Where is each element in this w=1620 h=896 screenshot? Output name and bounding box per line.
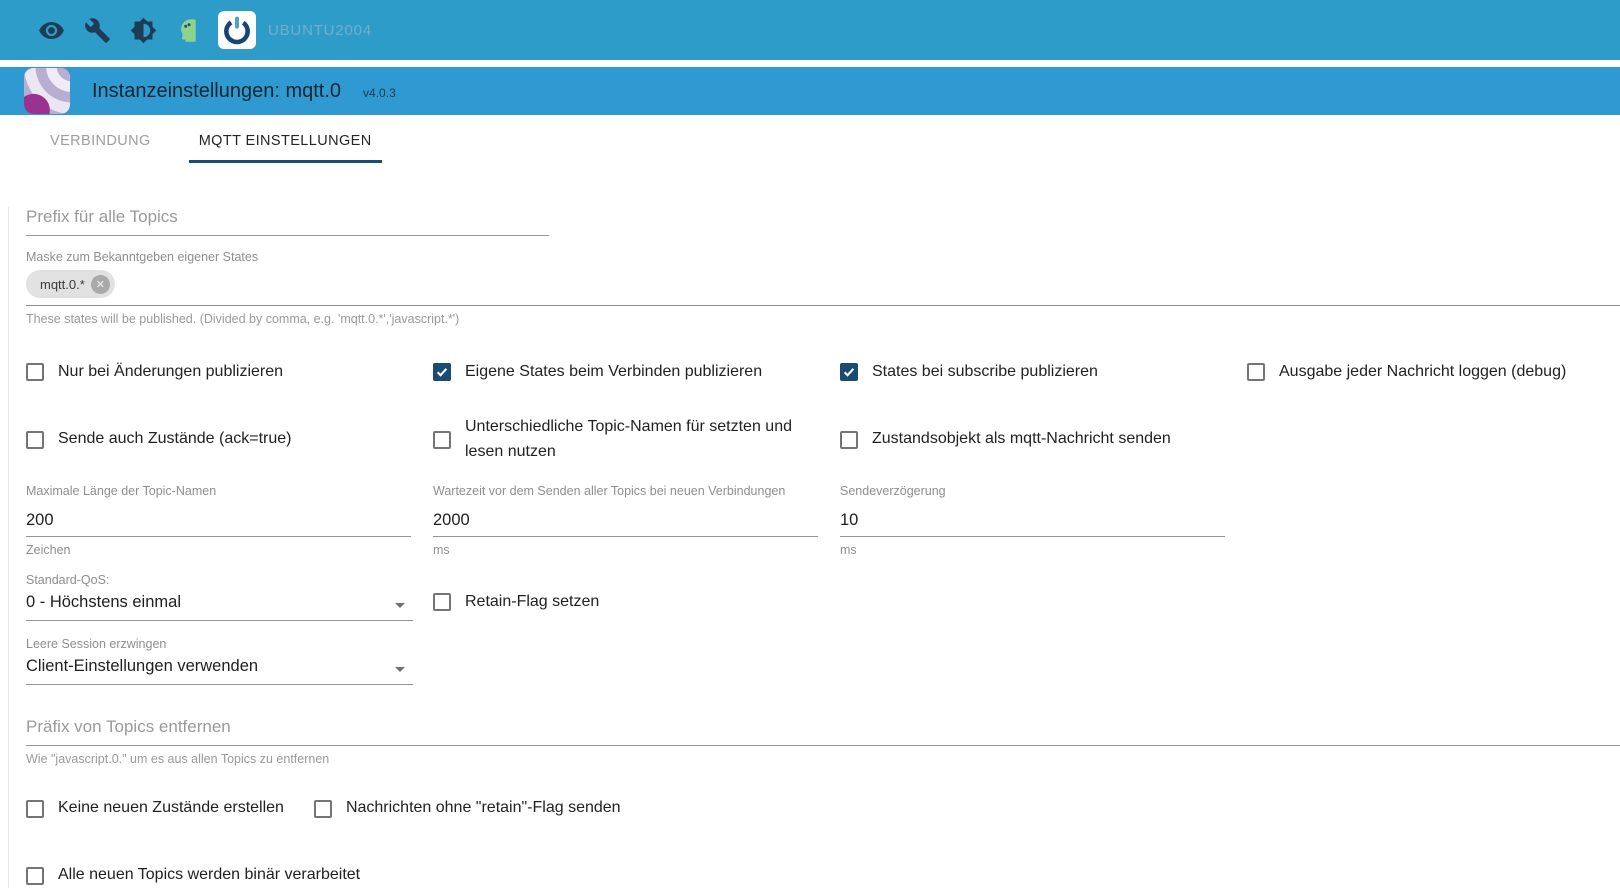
mask-label: Maske zum Bekanntgeben eigener States [26, 250, 259, 264]
qos-select[interactable] [26, 573, 413, 621]
close-icon[interactable]: ✕ [91, 275, 110, 294]
send-delay-input[interactable]: 10 [840, 511, 1225, 537]
checkbox-send-ack[interactable] [26, 415, 433, 465]
checkbox-row-2 [26, 415, 1620, 465]
checkbox-box[interactable] [433, 431, 451, 449]
checkbox-label: Nur bei Änderungen publizieren [58, 363, 284, 380]
head-icon[interactable] [166, 7, 212, 53]
checkbox-box[interactable] [26, 867, 44, 885]
max-topic-length-input[interactable]: 200 [26, 511, 411, 537]
checkbox-box[interactable] [26, 431, 44, 449]
send-interval-field [433, 484, 818, 557]
tab-mqtt-einstellungen[interactable]: MQTT EINSTELLUNGEN [189, 120, 382, 163]
checkbox-label: Keine neuen Zustände erstellen [58, 799, 284, 817]
checkbox-publish-on-change[interactable] [26, 360, 433, 385]
prefix-field [26, 207, 549, 236]
checkbox-publish-own-states[interactable] [433, 360, 840, 385]
field-label: Maximale Länge der Topic-Namen [26, 484, 217, 499]
checkbox-box[interactable] [840, 431, 858, 449]
checkbox-retain-flag[interactable] [433, 590, 840, 615]
divider [0, 60, 1620, 67]
version-badge: v4.0.3 [363, 86, 396, 100]
number-fields-row [26, 484, 1620, 557]
checkbox-binary-topics[interactable] [26, 863, 1620, 888]
checkbox-different-topic-names[interactable] [433, 415, 840, 465]
checkbox-debug-log[interactable] [1247, 360, 1620, 385]
checkbox-box[interactable] [26, 800, 44, 818]
max-topic-length-field [26, 484, 411, 557]
checkbox-label: Ausgabe jeder Nachricht loggen (debug) [1279, 363, 1567, 380]
checkbox-no-retain-flag[interactable] [314, 796, 621, 821]
tab-verbindung[interactable]: VERBINDUNG [50, 133, 151, 149]
send-delay-field [840, 484, 1225, 557]
field-unit: Zeichen [26, 543, 71, 558]
binary-row [26, 863, 1620, 888]
checkbox-box[interactable] [26, 363, 44, 381]
field-label: Sendeverzögerung [840, 484, 946, 499]
wrench-icon[interactable] [74, 7, 120, 53]
browser-toolbar [0, 0, 1620, 60]
send-interval-input[interactable]: 2000 [433, 511, 818, 537]
prefix-input[interactable]: Prefix für alle Topics [26, 207, 549, 236]
field-unit: ms [433, 543, 450, 558]
iobroker-logo[interactable] [218, 11, 256, 49]
checkbox-box[interactable] [1247, 363, 1265, 381]
qos-row [26, 573, 1620, 621]
checkbox-box[interactable] [840, 363, 858, 381]
eye-icon[interactable] [28, 7, 74, 53]
checkbox-label: Sende auch Zustände (ack=true) [58, 430, 292, 448]
host-label: UBUNTU2004 [268, 21, 372, 39]
checkbox-box[interactable] [433, 363, 451, 381]
field-label: Wartezeit vor dem Senden aller Topics bei neuen Verbindungen [433, 484, 786, 499]
remove-prefix-field [26, 717, 1620, 766]
mask-help-text: These states will be published. (Divided by comma, e.g. 'mqtt.0.*','javascript.*') [26, 312, 460, 326]
checkbox-label: Unterschiedliche Topic-Namen für setzten und lesen nutzen [465, 417, 792, 460]
chevron-down-icon [395, 603, 405, 608]
brightness-icon[interactable] [120, 7, 166, 53]
checkbox-no-new-states[interactable] [26, 796, 284, 821]
select-value: 0 - Höchstens einmal [26, 593, 413, 621]
checkbox-state-object-as-message[interactable] [840, 415, 1247, 465]
settings-panel [8, 207, 1620, 888]
clean-session-select[interactable] [26, 637, 413, 685]
select-label: Leere Session erzwingen [26, 637, 167, 652]
clean-session-row [26, 637, 433, 685]
instance-header [0, 67, 1620, 115]
chevron-down-icon [395, 667, 405, 672]
checkbox-publish-on-subscribe[interactable] [840, 360, 1247, 385]
tab-bar [0, 120, 1620, 163]
checkbox-row-3 [26, 796, 1620, 821]
select-label: Standard-QoS: [26, 573, 110, 588]
checkbox-label: Zustandsobjekt als mqtt-Nachricht senden [872, 430, 1171, 448]
remove-prefix-input[interactable]: Präfix von Topics entfernen [26, 717, 1620, 746]
checkbox-label: Nachrichten ohne "retain"-Flag senden [345, 799, 621, 817]
select-value: Client-Einstellungen verwenden [26, 657, 413, 685]
field-unit: ms [840, 543, 857, 558]
checkbox-row-1 [26, 360, 1620, 385]
checkbox-label: States bei subscribe publizieren [872, 363, 1098, 380]
mqtt-adapter-logo [24, 68, 70, 114]
mask-chip-label: mqtt.0.* [40, 276, 85, 292]
remove-prefix-help: Wie "javascript.0." um es aus allen Topics zu entfernen [26, 752, 330, 767]
checkbox-label: Eigene States beim Verbinden publizieren [465, 363, 763, 380]
checkbox-box[interactable] [433, 593, 451, 611]
checkbox-label: Retain-Flag setzen [465, 592, 600, 610]
mask-chip[interactable] [26, 270, 115, 298]
page-title: Instanzeinstellungen: mqtt.0 [92, 79, 342, 102]
checkbox-box[interactable] [314, 800, 332, 818]
mask-input[interactable] [26, 270, 1620, 306]
checkbox-label: Alle neuen Topics werden binär verarbeitet [58, 866, 361, 884]
